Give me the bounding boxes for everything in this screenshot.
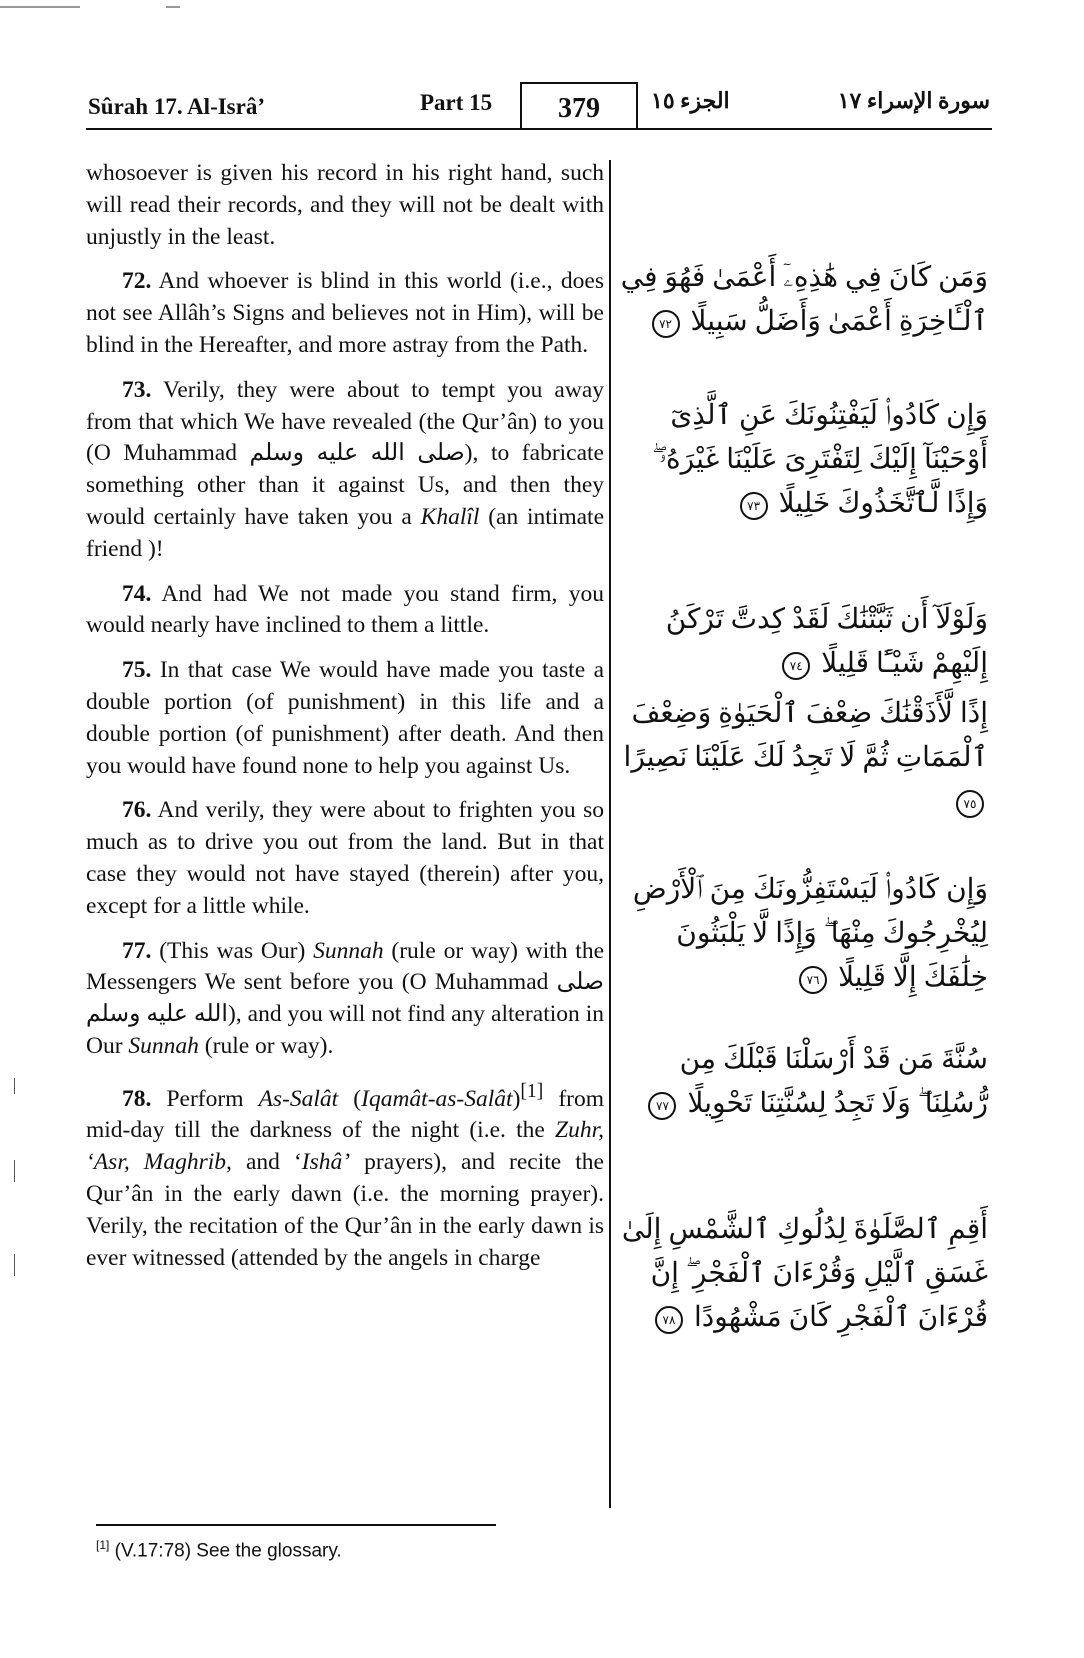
verse-text: from mid-day till the darkness of the night (i.e. the	[86, 1085, 605, 1144]
verse-text: )	[512, 1085, 521, 1112]
ayah-number-mark: ٧٤	[782, 652, 810, 680]
page-number: 379	[520, 82, 638, 130]
verse-75-ar	[620, 692, 988, 824]
verse-75-en	[86, 655, 604, 782]
verse-number: 74.	[122, 580, 152, 607]
ayah-number-mark: ٧٧	[648, 1092, 676, 1120]
verse-number: 77.	[122, 937, 152, 964]
verse-72-ar	[620, 256, 988, 344]
arabic-text: وَلَوْلَآ أَن ثَبَّتْنَٰكَ لَقَدْ كِدتَّ تَرْكَنُ إِلَيْهِمْ شَيْـًٔا قَلِيلًا	[665, 604, 988, 679]
margin-mark	[14, 1160, 15, 1182]
column-divider	[609, 160, 611, 1508]
term-khalil: Khalîl	[420, 503, 480, 530]
header-juz-ar: الجزء ١٥	[651, 88, 730, 113]
verse-72-en	[86, 266, 604, 361]
salawat-ar: صلى الله عليه وسلم	[86, 969, 604, 1028]
term-as-salat: As-Salât	[258, 1085, 339, 1112]
verse-text: In that case We would have made you taste a double portion (of punishment) in this life and a double portion (of punishment) after death. And then you would have found none to help you against Us.	[86, 657, 604, 779]
scan-artifact-dash	[166, 6, 180, 8]
ayah-number-mark: ٧٦	[799, 966, 827, 994]
verse-text: And had We not made you stand firm, you would nearly have inclined to them a little.	[86, 580, 604, 639]
carryover-text: whosoever is given his record in his right hand, such will read their records, and they will not be dealt with unjustly in the least.	[86, 160, 604, 250]
term-sunnah: Sunnah	[313, 937, 384, 964]
header-surah-ar: سورة الإسراء ١٧	[837, 88, 990, 113]
verse-text: and ‘	[231, 1149, 302, 1176]
footnote-marker: [1]	[96, 1538, 110, 1552]
english-column	[86, 158, 604, 1274]
verse-76-en	[86, 795, 604, 922]
verse-text: Verily, they were about to tempt you away from that which We have revealed (the Qur’ân) to you (O Muhammad	[86, 376, 605, 467]
verse-73-en	[86, 375, 604, 566]
arabic-text: وَإِن كَادُوا۟ لَيَفْتِنُونَكَ عَنِ ٱلَّذِىٓ أَوْحَيْنَآ إِلَيْكَ لِتَفْتَرِىَ عَلَيْنَا غَيْرَهُۥ ۖ وَإِذًا لَّٱتَّخَذُوكَ خَلِيلًا	[652, 400, 988, 519]
arabic-text: إِذًا لَّأَذَقْنَٰكَ ضِعْفَ ٱلْحَيَوٰةِ وَضِعْفَ ٱلْمَمَاتِ ثُمَّ لَا تَجِدُ لَكَ عَلَيْنَا نَصِيرًا	[623, 698, 988, 773]
verse-text: (This was Our)	[159, 937, 314, 964]
verse-74-en	[86, 579, 604, 643]
scan-artifact-line	[0, 6, 80, 8]
verse-number: 76.	[122, 797, 152, 824]
ayah-number-mark: ٧٢	[652, 310, 680, 338]
term-iqamat: Iqamât-as-Salât	[361, 1085, 513, 1112]
margin-mark	[14, 1078, 15, 1094]
footnote-ref: [1]	[520, 1080, 544, 1102]
header-surah-en: Sûrah 17. Al-Isrâ’	[88, 94, 265, 119]
verse-76-ar	[620, 868, 988, 1000]
footnote-text: (V.17:78) See the glossary.	[109, 1540, 342, 1562]
verse-78-ar	[620, 1208, 988, 1340]
verse-text: (an intimate friend )!	[86, 503, 605, 562]
verse-text: And whoever is blind in this world (i.e., does not see Allâh’s Signs and believes not in Him), will be blind in the Hereafter, and more astray from the Path.	[86, 268, 604, 358]
verse-number: 73.	[122, 376, 152, 403]
footnote-rule	[96, 1524, 496, 1526]
verse-text: Perform	[166, 1085, 259, 1112]
verse-text: prayers), and recite the Qur’ân in the early dawn (i.e. the morning prayer). Verily, the recitation of the Qur’ân in the early dawn is ever witnessed (attended by the angels in charge	[86, 1149, 604, 1271]
verse-text: (	[338, 1085, 362, 1112]
verse-text: (rule or way) with the Messengers We sent before you (O Muhammad	[86, 937, 605, 996]
verse-text: ), to fabricate something other than it against Us, and then they would certainly have taken you a	[86, 440, 604, 530]
verse-text: ), and you will not find any alteration in Our	[86, 1001, 604, 1059]
verse-78-en	[86, 1076, 604, 1275]
salawat-ar: صلى الله عليه وسلم	[249, 440, 465, 467]
ayah-number-mark: ٧٥	[956, 790, 984, 818]
verse-number: 72.	[122, 268, 152, 295]
arabic-text: وَمَن كَانَ فِي هَٰذِهِۦٓ أَعْمَىٰ فَهُوَ فِي ٱلْـَٔاخِرَةِ أَعْمَىٰ وَأَضَلُّ سَبِيلًا	[620, 262, 988, 337]
verse-number: 78.	[122, 1085, 152, 1112]
arabic-text: أَقِمِ ٱلصَّلَوٰةَ لِدُلُوكِ ٱلشَّمْسِ إِلَىٰ غَسَقِ ٱلَّيْلِ وَقُرْءَانَ ٱلْفَجْرِ ۖ إِنَّ قُرْءَانَ ٱلْفَجْرِ كَانَ مَشْهُودًا	[621, 1214, 988, 1333]
arabic-text: سُنَّةَ مَن قَدْ أَرْسَلْنَا قَبْلَكَ مِن رُّسُلِنَا ۖ وَلَا تَجِدُ لِسُنَّتِنَا تَحْوِيلًا	[679, 1044, 988, 1119]
verse-number: 75.	[122, 657, 152, 684]
term-prayers: Zuhr, ‘Asr, Maghrib,	[86, 1117, 604, 1176]
term-isha: Ishâ’	[301, 1149, 351, 1176]
arabic-text: وَإِن كَادُوا۟ لَيَسْتَفِزُّونَكَ مِنَ ٱلْأَرْضِ لِيُخْرِجُوكَ مِنْهَا ۖ وَإِذًا لَّا يَلْبَثُونَ خِلَٰفَكَ إِلَّا قَلِيلًا	[632, 874, 988, 993]
verse-73-ar	[620, 394, 988, 526]
footnote	[96, 1538, 342, 1562]
term-sunnah: Sunnah	[128, 1032, 199, 1059]
ayah-number-mark: ٧٨	[655, 1306, 683, 1334]
verse-77-en	[86, 936, 604, 1063]
margin-mark	[14, 1254, 15, 1276]
verse-text: And verily, they were about to frighten you so much as to drive you out from the land. But in that case they would not have stayed (therein) after you, except for a little while.	[86, 797, 604, 919]
verse-77-ar	[620, 1038, 988, 1126]
verse-74-ar	[620, 598, 988, 686]
running-header	[86, 82, 992, 130]
verse-text: (rule or way).	[198, 1032, 334, 1059]
header-part-en: Part 15	[420, 90, 493, 115]
ayah-number-mark: ٧٣	[740, 492, 768, 520]
